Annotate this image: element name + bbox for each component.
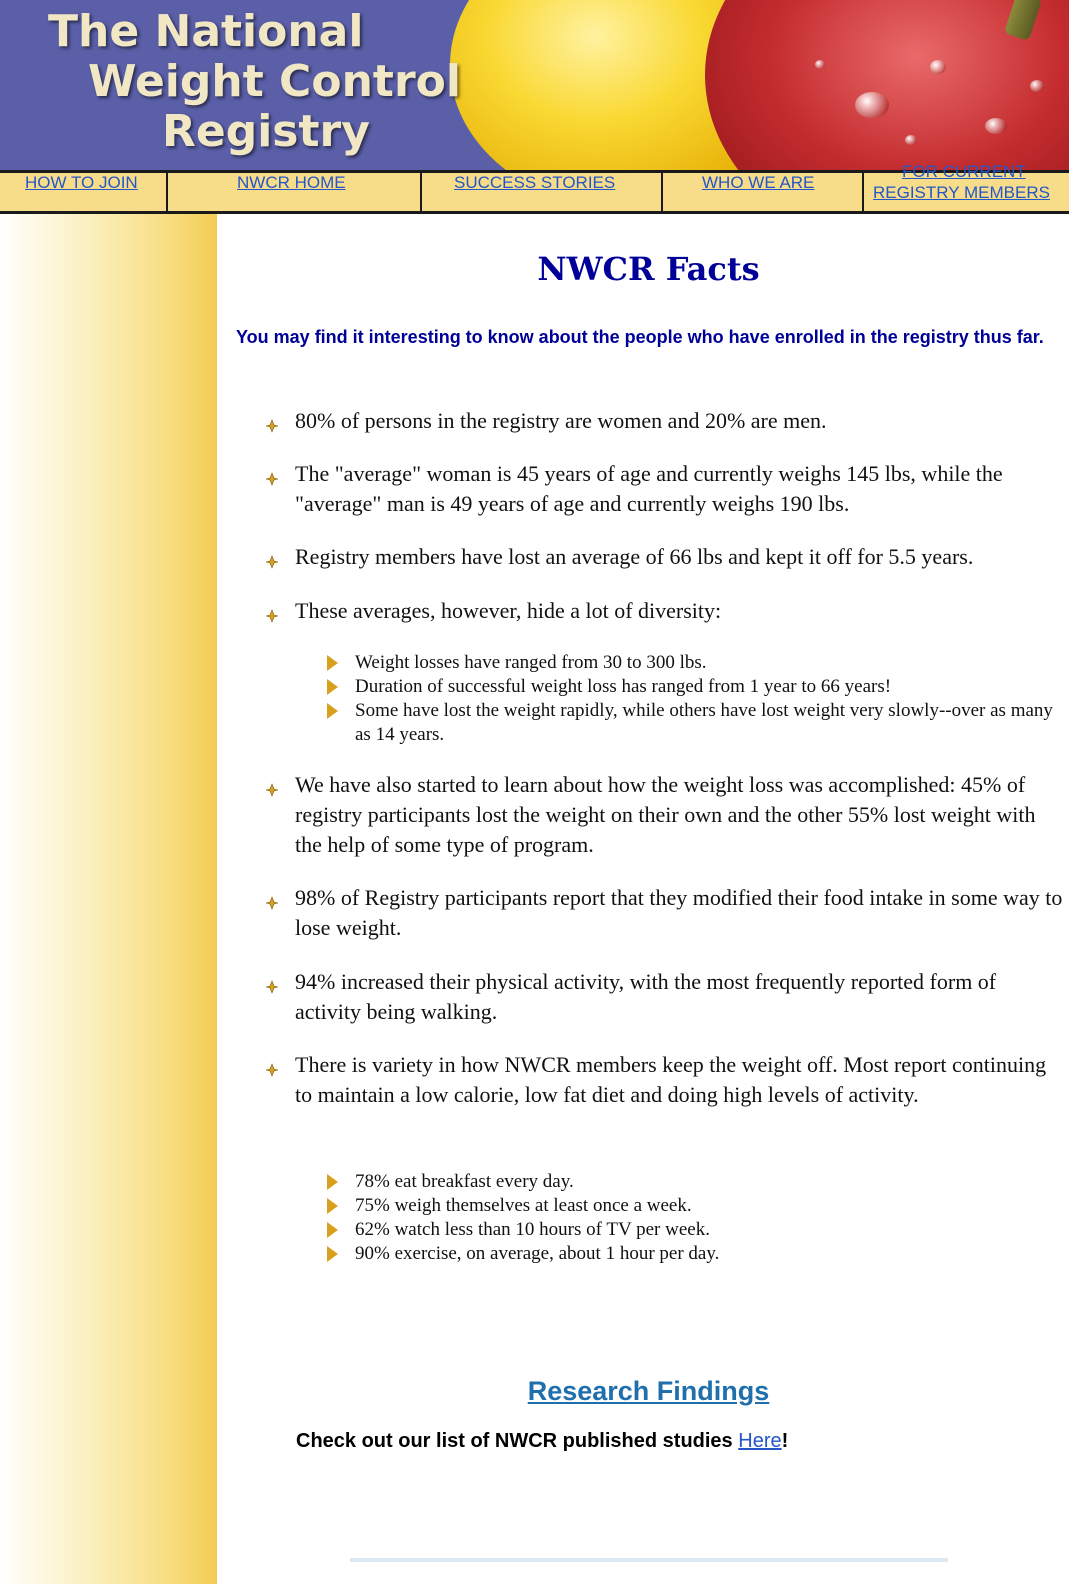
sub-list-item: Duration of successful weight loss has ranged from 1 year to 66 years!	[355, 676, 892, 697]
fact-item: The "average" woman is 45 years of age and currently weighs 145 lbs, while the "average" man is 49 years of age and currently weighs 190 lbs.	[295, 461, 1003, 516]
triangle-bullet-icon	[327, 655, 338, 671]
sub-list-item: Some have lost the weight rapidly, while others have lost weight very slowly--over as many as 14 years.	[355, 700, 1053, 745]
triangle-bullet-icon	[327, 1222, 338, 1238]
nav-cell-registry-members	[864, 162, 1069, 211]
star-icon	[265, 609, 279, 623]
star-icon	[265, 896, 279, 910]
published-studies-here-link[interactable]: Here	[738, 1430, 782, 1452]
nav-cell-who-we-are	[663, 173, 864, 211]
triangle-bullet-icon	[327, 1246, 338, 1262]
sub-list-item: 90% exercise, on average, about 1 hour per day.	[355, 1243, 720, 1264]
logo-line-2: Weight Control	[88, 56, 461, 107]
sub-list-item: Weight losses have ranged from 30 to 300 lbs.	[355, 652, 707, 673]
star-icon	[265, 1063, 279, 1077]
nav-link-registry-members-line1[interactable]: FOR CURRENT	[902, 162, 1026, 181]
fact-item: There is variety in how NWCR members keep the weight off. Most report continuing to maintain a low calorie, low fat diet and doing high levels of activity.	[295, 1052, 1047, 1107]
star-icon	[265, 980, 279, 994]
research-findings-link[interactable]: Research Findings	[527, 1376, 770, 1406]
logo-line-1: The National	[48, 6, 364, 57]
star-icon	[265, 555, 279, 569]
water-drop	[985, 118, 1007, 134]
star-icon	[265, 472, 279, 486]
nav-link-registry-members-line2[interactable]: REGISTRY MEMBERS	[873, 183, 1050, 202]
water-drop	[930, 60, 946, 74]
fact-item: These averages, however, hide a lot of diversity:	[295, 598, 722, 623]
nav-cell-nwcr-home	[168, 173, 422, 211]
triangle-bullet-icon	[327, 1174, 338, 1190]
nav-link-nwcr-home[interactable]: NWCR HOME	[237, 173, 346, 192]
nav-link-who-we-are[interactable]: WHO WE ARE	[702, 173, 815, 192]
water-drop	[815, 60, 825, 69]
intro-text: You may find it interesting to know about the people who have enrolled in the registry thus far.	[236, 327, 1044, 347]
sub-list-item: 75% weigh themselves at least once a week.	[355, 1195, 692, 1216]
triangle-bullet-icon	[327, 1198, 338, 1214]
water-drop	[1030, 80, 1044, 92]
published-studies-line	[296, 1430, 788, 1453]
logo-line-3: Registry	[162, 106, 370, 157]
fact-item: 98% of Registry participants report that they modified their food intake in some way to lose weight.	[295, 885, 1063, 940]
top-nav	[0, 162, 1069, 214]
header-banner	[0, 0, 1069, 170]
main-content	[217, 214, 1080, 1584]
sub-list-item: 62% watch less than 10 hours of TV per week.	[355, 1219, 710, 1240]
fact-item: 80% of persons in the registry are women and 20% are men.	[295, 408, 827, 433]
bottom-divider	[350, 1558, 948, 1562]
nav-cell-success-stories	[422, 173, 663, 211]
triangle-bullet-icon	[327, 703, 338, 719]
checkout-text: Check out our list of NWCR published studies	[296, 1430, 739, 1452]
fact-item: Registry members have lost an average of 66 lbs and kept it off for 5.5 years.	[295, 544, 974, 569]
nav-link-success-stories[interactable]: SUCCESS STORIES	[454, 173, 616, 192]
sub-list-item: 78% eat breakfast every day.	[355, 1171, 574, 1192]
water-drop	[855, 92, 889, 118]
nav-cell-how-to-join	[0, 173, 168, 211]
left-sidebar-gradient	[0, 214, 217, 1584]
page-title: NWCR Facts	[537, 250, 760, 288]
triangle-bullet-icon	[327, 679, 338, 695]
nav-link-how-to-join[interactable]: HOW TO JOIN	[25, 173, 138, 192]
star-icon	[265, 783, 279, 797]
checkout-exclaim: !	[781, 1430, 789, 1452]
fact-item: 94% increased their physical activity, with the most frequently reported form of activity being walking.	[295, 969, 997, 1024]
water-drop	[905, 135, 917, 145]
fact-item: We have also started to learn about how the weight loss was accomplished: 45% of registry participants lost the weight on their own and the other 55% lost weight with the help of some type of program.	[295, 772, 1036, 857]
star-icon	[265, 419, 279, 433]
